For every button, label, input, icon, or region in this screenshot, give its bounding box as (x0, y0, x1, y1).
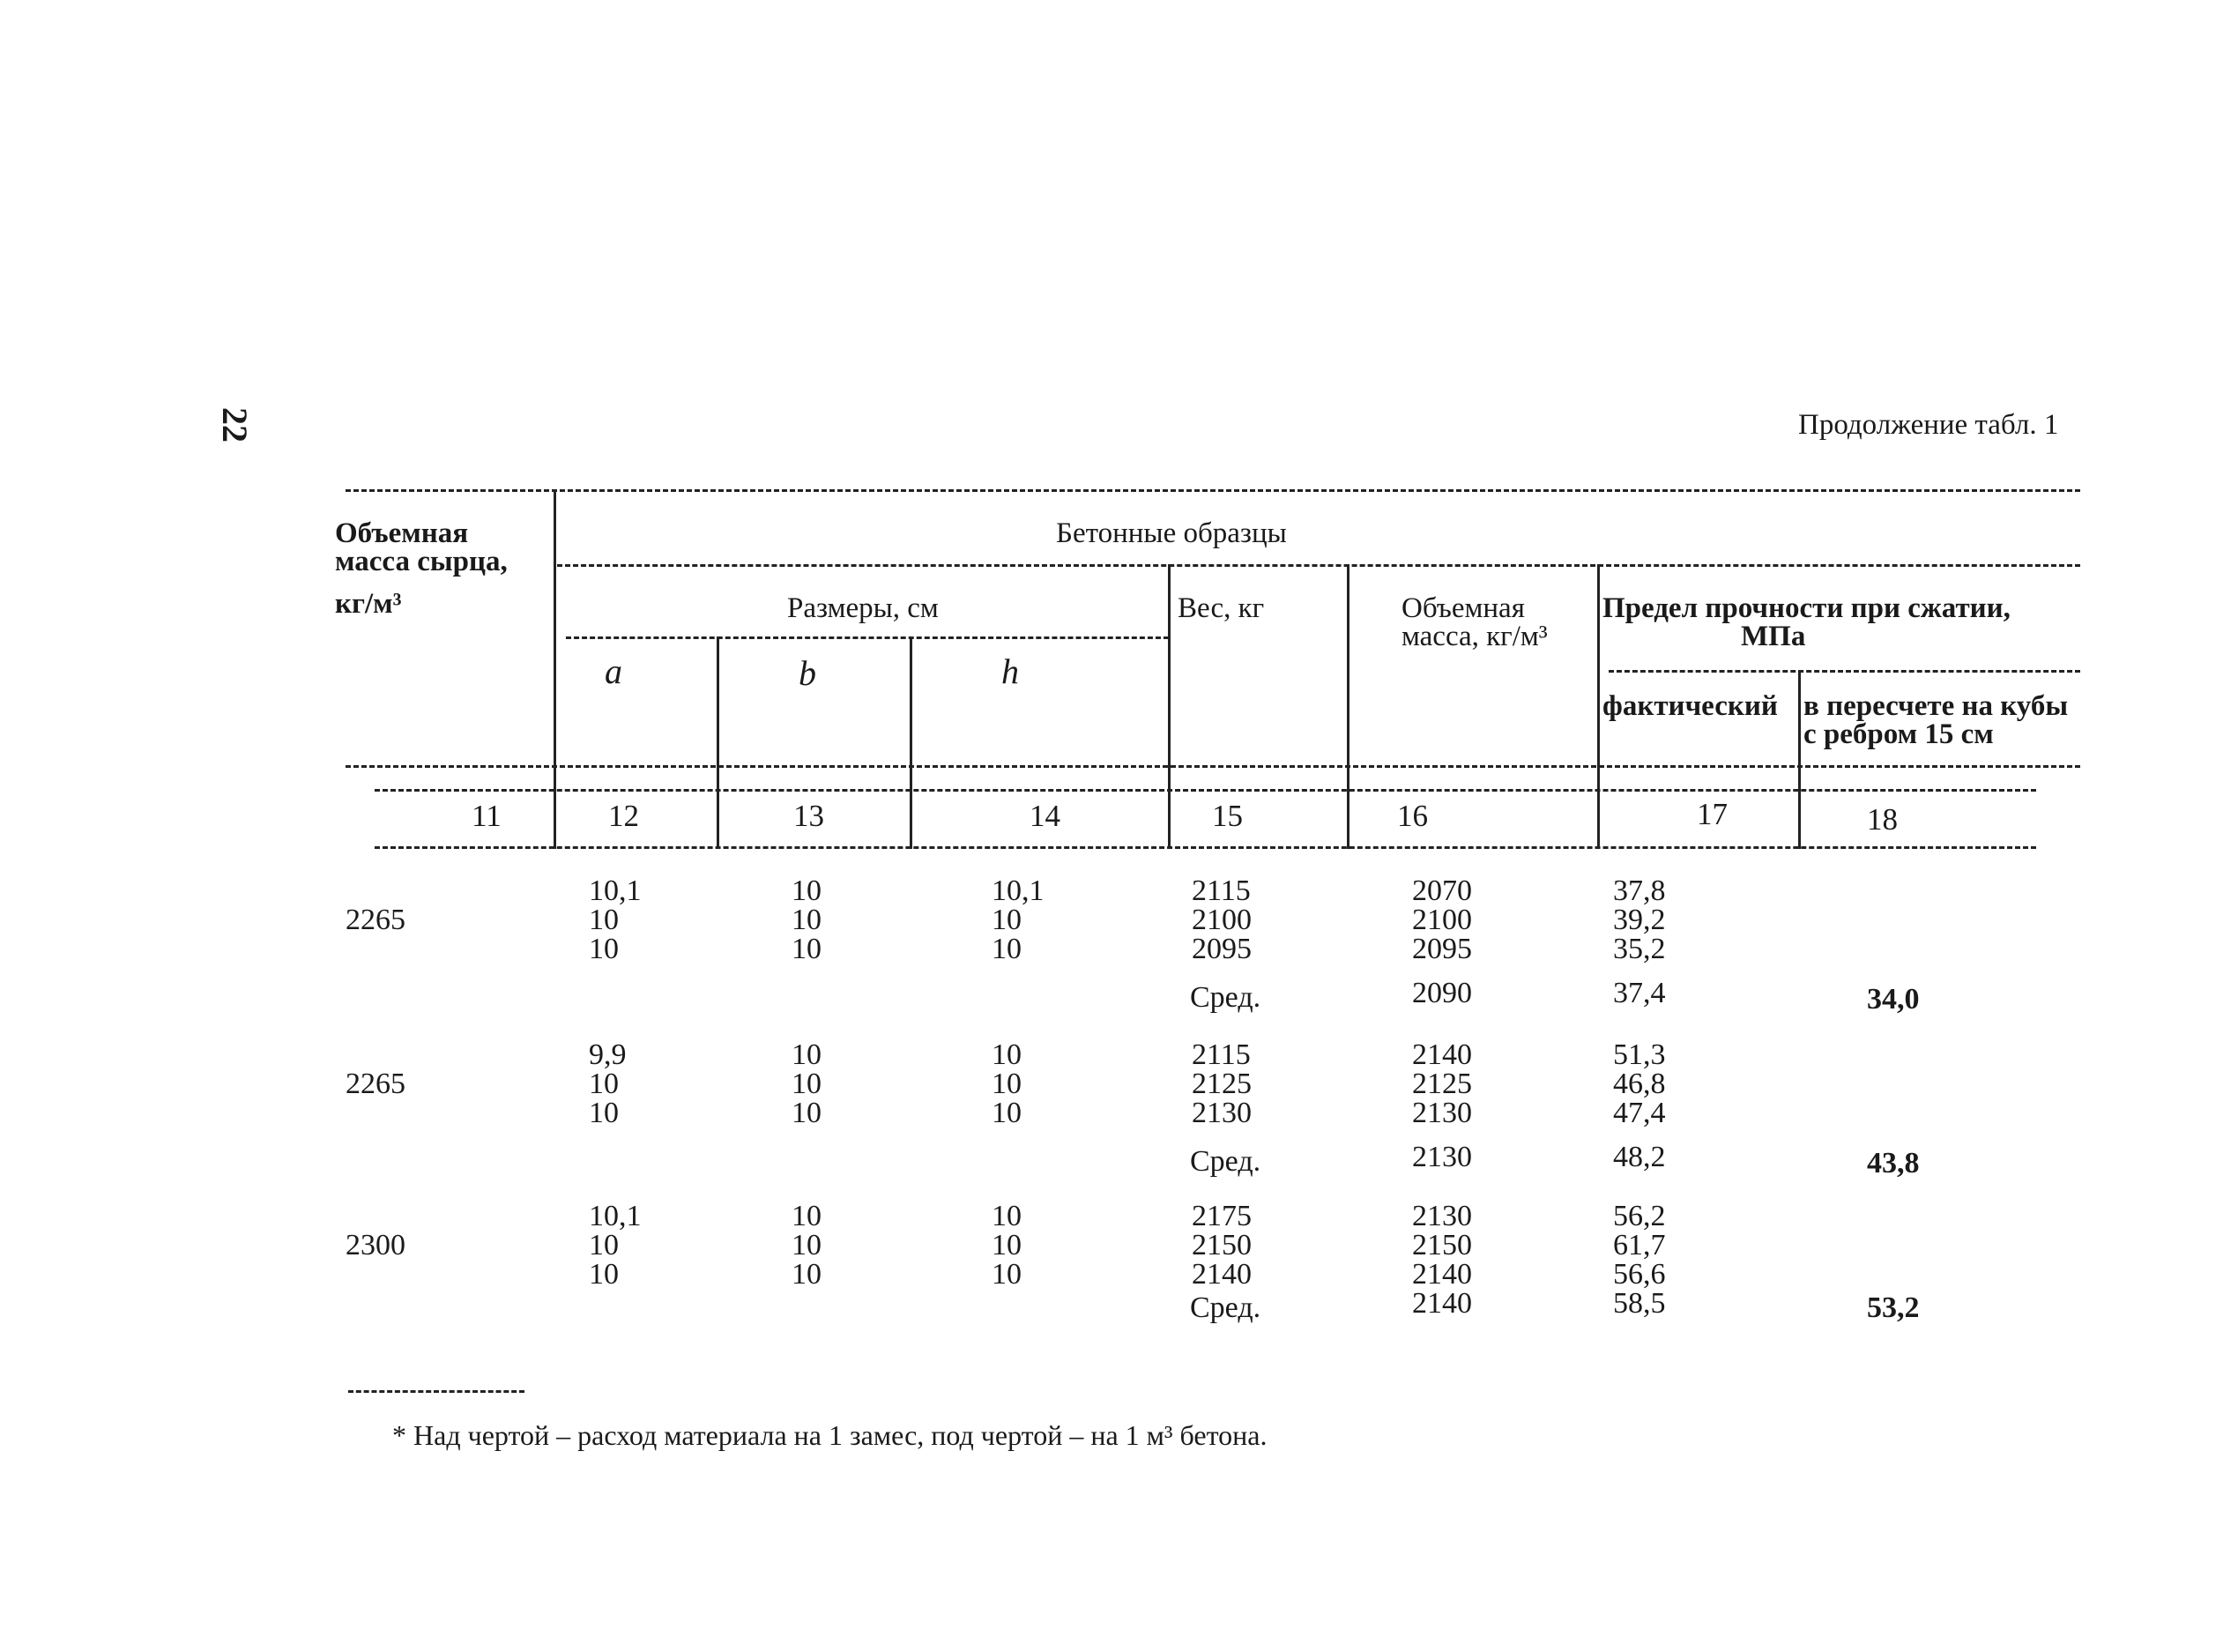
actual-strength-cell: 51,3 46,8 47,4 (1613, 1038, 1666, 1129)
recalc-strength: 53,2 (1867, 1291, 1920, 1324)
header-raw-density-line2: масса сырца, (335, 546, 508, 577)
header-strength-line1: Предел прочности при сжатии, (1602, 592, 2011, 624)
average-density: 2130 (1412, 1141, 1472, 1173)
average-actual-strength: 48,2 (1613, 1141, 1666, 1173)
header-weight: Вес, кг (1178, 592, 1265, 624)
header-actual: фактический (1602, 690, 1778, 722)
column-number: 11 (472, 799, 502, 833)
weight-cell: 2115 2125 2130 (1192, 1038, 1252, 1129)
page-number: 22 (215, 407, 255, 443)
size-b-cell: 10 10 10 (792, 1038, 822, 1129)
header-raw-density-line1: Объемная (335, 517, 469, 549)
size-a-cell: 9,9 10 10 (589, 1038, 627, 1129)
column-number: 18 (1867, 802, 1898, 837)
header-size-b: b (799, 653, 816, 693)
recalc-strength: 43,8 (1867, 1147, 1920, 1179)
raw-density-cell: 2265 (346, 904, 405, 936)
size-b-cell: 10 10 10 (792, 874, 822, 965)
column-number: 14 (1030, 799, 1060, 833)
column-number: 16 (1397, 799, 1428, 833)
density-cell: 2070 2100 2095 (1412, 874, 1472, 965)
header-size-a: a (605, 651, 622, 691)
size-b-cell: 10 10 10 (792, 1200, 822, 1291)
size-a-cell: 10,1 10 10 (589, 874, 642, 965)
density-cell: 2130 2150 2140 (1412, 1200, 1472, 1291)
recalc-strength: 34,0 (1867, 983, 1920, 1016)
continuation-label: Продолжение табл. 1 (1798, 409, 2059, 441)
size-h-cell: 10 10 10 (992, 1038, 1022, 1129)
weight-cell: 2175 2150 2140 (1192, 1200, 1252, 1291)
size-h-cell: 10,1 10 10 (992, 874, 1045, 965)
size-h-cell: 10 10 10 (992, 1200, 1022, 1291)
footnote-rule (348, 1390, 524, 1393)
header-size-h: h (1001, 651, 1019, 691)
footnote: * Над чертой – расход материала на 1 замес, под чертой – на 1 м³ бетона. (392, 1419, 1268, 1451)
raw-density-cell: 2265 (346, 1068, 405, 1100)
header-recalc-line1: в пересчете на кубы (1803, 690, 2069, 722)
density-cell: 2140 2125 2130 (1412, 1038, 1472, 1129)
header-density-line2: масса, кг/м³ (1402, 621, 1548, 652)
average-label: Сред. (1190, 1291, 1261, 1324)
weight-cell: 2115 2100 2095 (1192, 874, 1252, 965)
average-label: Сред. (1190, 981, 1261, 1014)
column-number: 13 (793, 799, 824, 833)
column-number: 15 (1212, 799, 1243, 833)
header-recalc-line2: с ребром 15 см (1803, 718, 1994, 750)
header-density-line1: Объемная (1402, 592, 1525, 624)
average-label: Сред. (1190, 1145, 1261, 1178)
header-concrete-samples: Бетонные образцы (1056, 517, 1287, 549)
average-actual-strength: 37,4 (1613, 977, 1666, 1009)
header-strength-line2: МПа (1741, 621, 1806, 652)
raw-density-cell: 2300 (346, 1229, 405, 1261)
size-a-cell: 10,1 10 10 (589, 1200, 642, 1291)
header-sizes: Размеры, см (787, 592, 939, 624)
column-number: 12 (608, 799, 639, 833)
average-actual-strength: 58,5 (1613, 1287, 1666, 1320)
average-density: 2140 (1412, 1287, 1472, 1320)
column-number: 17 (1697, 797, 1728, 831)
average-density: 2090 (1412, 977, 1472, 1009)
actual-strength-cell: 56,2 61,7 56,6 (1613, 1200, 1666, 1291)
header-raw-density-line3: кг/м³ (335, 588, 402, 620)
actual-strength-cell: 37,8 39,2 35,2 (1613, 874, 1666, 965)
